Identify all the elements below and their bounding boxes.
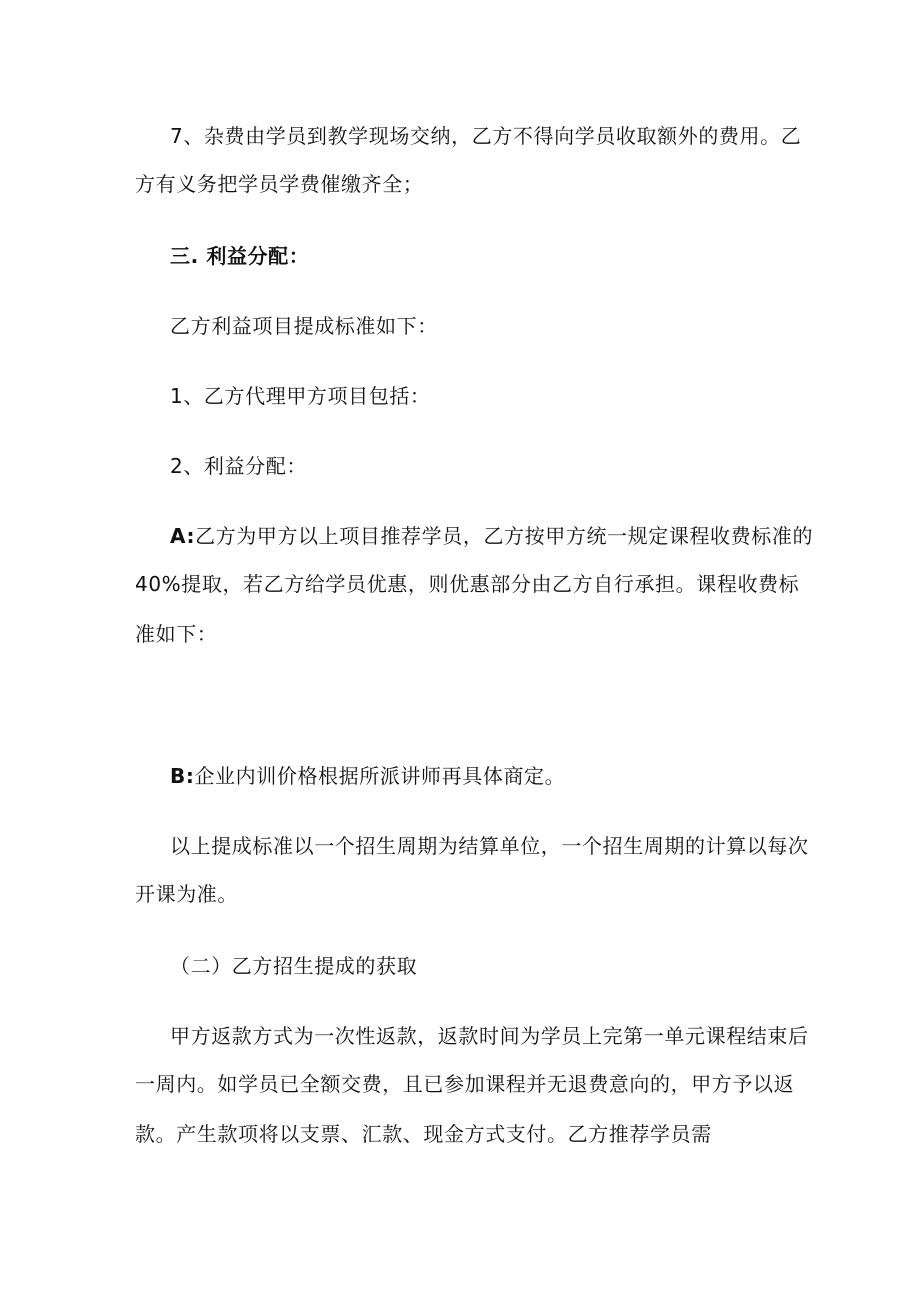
refund-line1: 甲方返款方式为一次性返款，返款时间为学员上完第一单元课程结束后 [170,1024,809,1048]
refund-line2: 一周内。如学员已全额交费，且已参加课程并无退费意向的，甲方予以返 [135,1072,795,1096]
clause-a-line1 [170,522,813,550]
clause-b [170,762,565,790]
subsection2-heading: （二）乙方招生提成的获取 [170,954,418,978]
clause-b-text: 企业内训价格根据所派讲师再具体商定。 [194,764,566,788]
clause-a-label: A: [170,524,196,548]
refund-line3: 款。产生款项将以支票、汇款、现金方式支付。乙方推荐学员需 [135,1122,712,1146]
clause-b-label: B: [170,764,195,788]
clause-a-text: 乙方为甲方以上项目推荐学员，乙方按甲方统一规定课程收费标准的 [195,524,814,548]
settlement-line1: 以上提成标准以一个招生周期为结算单位，一个招生周期的计算以每次 [170,834,809,858]
item7-line1: 7、杂费由学员到教学现场交纳，乙方不得向学员收取额外的费用。乙 [170,124,802,148]
item2-text: 2、利益分配： [170,454,307,478]
item7-line2: 方有义务把学员学费催缴齐全； [135,172,424,196]
settlement-line2: 开课为准。 [135,882,238,906]
item1-text: 1、乙方代理甲方项目包括： [170,384,431,408]
clause-a-line3: 准如下： [135,622,218,646]
clause-a-line2: 40%提取，若乙方给学员优惠，则优惠部分由乙方自行承担。课程收费标 [135,572,800,596]
section3-heading: 三. 利益分配： [170,244,310,268]
standard-intro: 乙方利益项目提成标准如下： [170,314,438,338]
